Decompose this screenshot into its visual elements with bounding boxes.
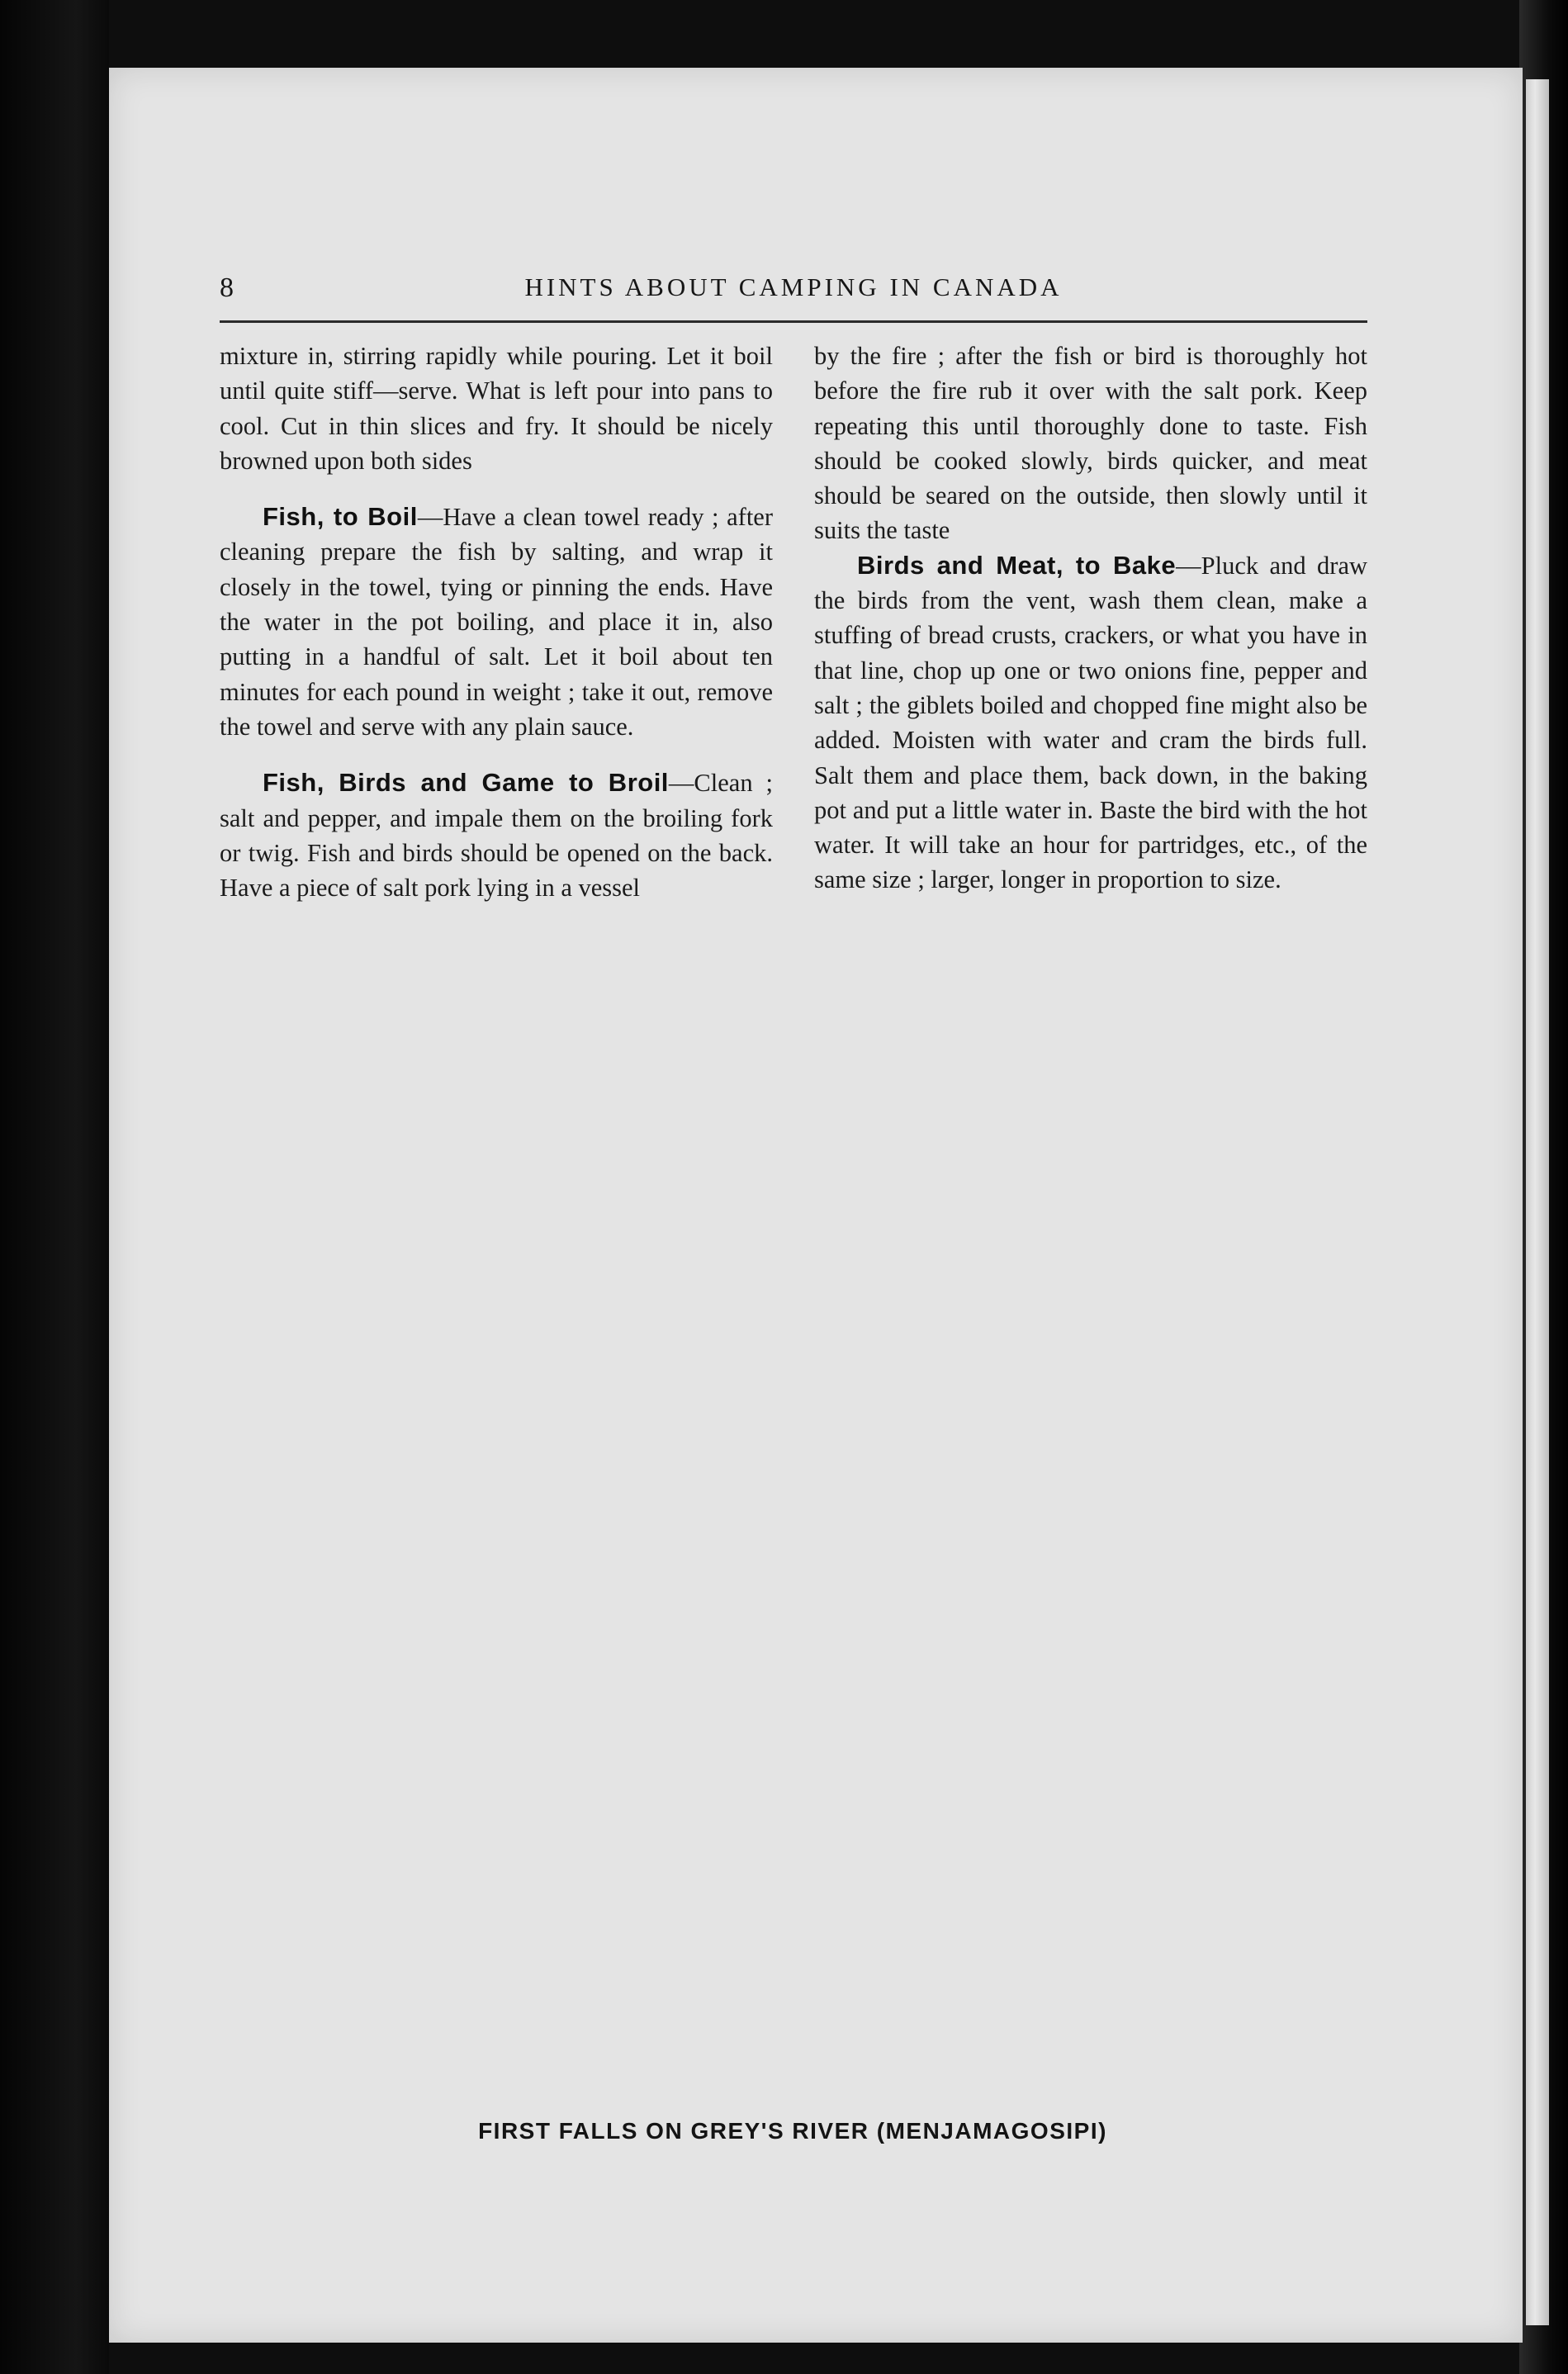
section-heading-broil: Fish, Birds and Game to Broil <box>263 768 669 798</box>
paragraph-broil-continued: by the fire ; after the fish or bird is thoroughly hot before the fire rub it over with the salt pork. Keep repeating this until thoroughly done to taste. Fish should be cooked slowly, birds quicker, and meat should be seared on the outside, then slowly until it suits the taste <box>814 342 1367 545</box>
header-rule <box>220 320 1367 323</box>
running-title: HINTS ABOUT CAMPING IN CANADA <box>524 272 1063 301</box>
section-body-birds-meat-bake: —Pluck and draw the birds from the vent, wash them clean, make a stuffing of bread crusts, crackers, or what you have in that line, chop up one or two onions fine, pepper and salt ; the giblets boiled and chopped fine might also be added. Moisten with water and cram the birds full. Salt them and place them, back down, in the baking pot and put a little water in. Baste the bird with the hot water. It will take an hour for partridges, etc., of the same size ; larger, longer in proportion to size. <box>814 551 1368 894</box>
paragraph-birds-meat-bake <box>814 548 1367 898</box>
section-heading-birds-meat-bake: Birds and Meat, to Bake <box>857 550 1177 580</box>
page-number: 8 <box>220 272 234 303</box>
scan-border-left <box>0 0 109 2374</box>
illustration-caption: FIRST FALLS ON GREY'S RIVER (MENJAMAGOSIPI) <box>478 2118 1107 2144</box>
page-header <box>220 272 1367 312</box>
page-fold-edge <box>1526 79 1549 2325</box>
paragraph-continued: mixture in, stirring rapidly while pouring. Let it boil until quite stiff—serve. What is left pour into pans to cool. Cut in thin slices and fry. It should be nicely browned upon both sides <box>220 342 773 475</box>
waterfall-illustration <box>462 1189 1139 2007</box>
section-body-broil: —Clean ; salt and pepper, and impale them on the broiling fork or twig. Fish and birds should be opened on the back. Have a piece of salt pork lying in a vessel <box>220 769 773 903</box>
text-column-left <box>220 339 773 905</box>
text-column-right <box>814 339 1367 898</box>
section-body-fish-to-boil: —Have a clean towel ready ; after cleaning prepare the fish by salting, and wrap it closely in the towel, tying or pinning the ends. Have the water in the pot boiling, and place it in, also putting in a handful of salt. Let it boil about ten minutes for each pound in weight ; take it out, remove the towel and serve with any plain sauce. <box>220 503 773 741</box>
section-heading-fish-to-boil: Fish, to Boil <box>263 502 418 532</box>
paragraph-fish-to-boil <box>220 500 773 744</box>
paragraph-fish-birds-game-broil <box>220 765 773 905</box>
